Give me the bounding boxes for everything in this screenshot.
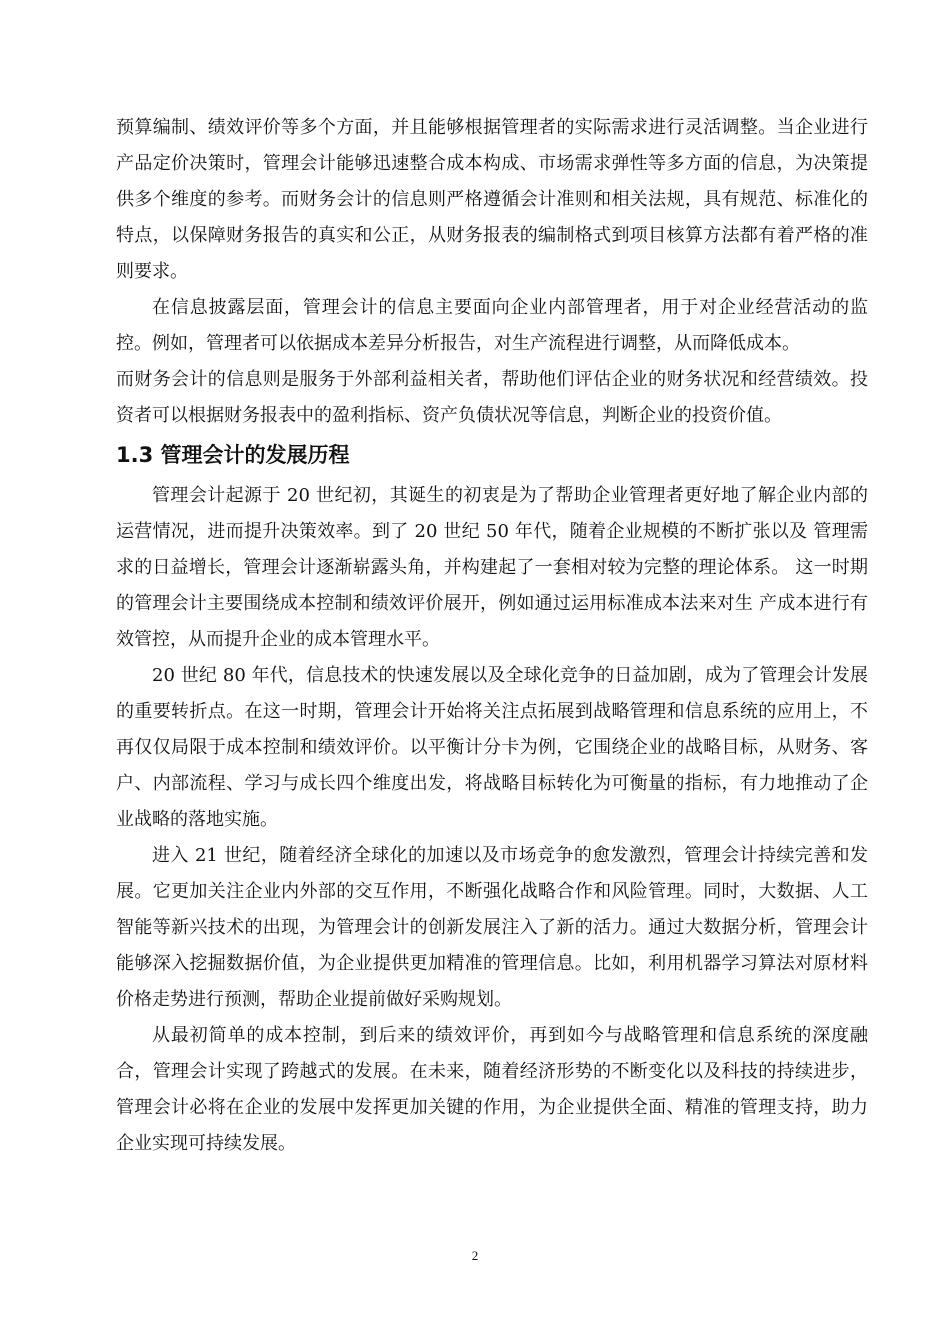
paragraph-disclosure: 在信息披露层面，管理会计的信息主要面向企业内部管理者，用于对企业经营活动的监控。例如，管理者可以依据成本差异分析报告，对生产流程进行调整，从而降低成本。 [116, 297, 868, 354]
document-body [116, 110, 868, 1162]
section-heading: 1.3 管理会计的发展历程 [116, 443, 350, 467]
paragraph-origin: 管理会计起源于 20 世纪初，其诞生的初衷是为了帮助企业管理者更好地了解企业内部的运营情况，进而提升决策效率。到了 20 世纪 50 年代，随着企业规模的不断扩张以及 管理需求的日益增长，管理会计逐渐崭露头角，并构建起了一套相对较为完整的理论体系。 这一时期的管理会计主要围绕成本控制和绩效评价展开，例如通过运用标准成本法来对生 产成本进行有效管控，从而提升企业的成本管理水平。 [116, 485, 868, 650]
paragraph-1980s: 20 世纪 80 年代，信息技术的快速发展以及全球化竞争的日益加剧，成为了管理会计发展的重要转折点。在这一时期，管理会计开始将关注点拓展到战略管理和信息系统的应用上，不再仅仅局限于成本控制和绩效评价。以平衡计分卡为例，它围绕企业的战略目标，从财务、客户、内部流程、学习与成长四个维度出发，将战略目标转化为可衡量的指标，有力地推动了企业战略的落地实施。 [116, 665, 868, 830]
paragraph-continuation: 预算编制、绩效评价等多个方面，并且能够根据管理者的实际需求进行灵活调整。当企业进行产品定价决策时，管理会计能够迅速整合成本构成、市场需求弹性等多方面的信息，为决策提供多个维度的参考。而财务会计的信息则严格遵循会计准则和相关法规，具有规范、标准化的特点，以保障财务报告的真实和公正，从财务报表的编制格式到项目核算方法都有着严格的准则要求。 [116, 117, 868, 282]
page-number: 2 [471, 1248, 479, 1263]
paragraph-conclusion: 从最初简单的成本控制，到后来的绩效评价，再到如今与战略管理和信息系统的深度融合，管理会计实现了跨越式的发展。在未来，随着经济形势的不断变化以及科技的持续进步，管理会计必将在企业的发展中发挥更加关键的作用，为企业提供全面、精准的管理支持，助力企业实现可持续发展。 [116, 1025, 868, 1154]
paragraph-financial-accounting: 而财务会计的信息则是服务于外部利益相关者，帮助他们评估企业的财务状况和经营绩效。投资者可以根据财务报表中的盈利指标、资产负债状况等信息，判断企业的投资价值。 [116, 369, 868, 426]
paragraph-21st-century: 进入 21 世纪，随着经济全球化的加速以及市场竞争的愈发激烈，管理会计持续完善和发展。它更加关注企业内外部的交互作用，不断强化战略合作和风险管理。同时，大数据、人工智能等新兴技术的出现，为管理会计的创新发展注入了新的活力。通过大数据分析，管理会计能够深入挖掘数据价值，为企业提供更加精准的管理信息。比如，利用机器学习算法对原材料价格走势进行预测，帮助企业提前做好采购规划。 [116, 845, 868, 1010]
